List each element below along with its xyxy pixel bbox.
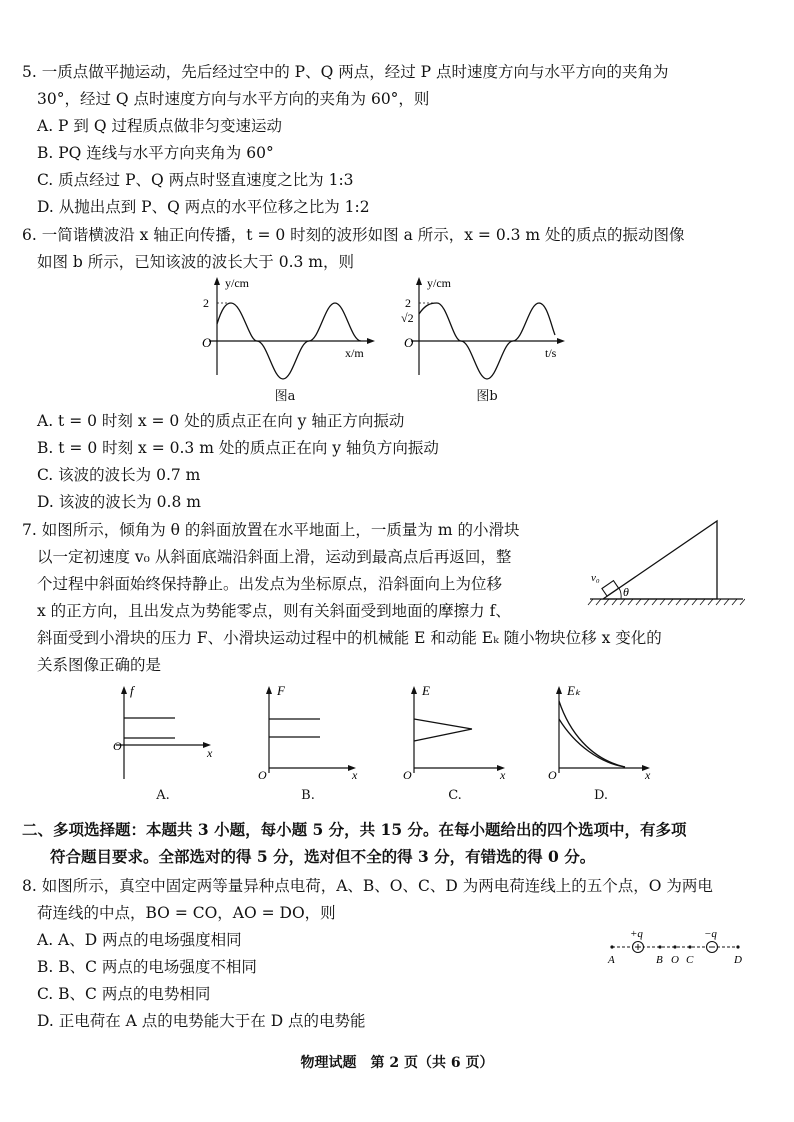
origin-label: O — [548, 768, 557, 782]
graph-b-F-x — [255, 683, 365, 783]
q7-stem-line5: 斜面受到小滑块的压力 F、小滑块运动过程中的机械能 E 和动能 Eₖ 随小物块位移 x 变化的 — [37, 629, 662, 647]
plus-q-label: +q — [630, 928, 643, 940]
vibration-figure-b — [397, 275, 572, 380]
q8-stem-line1: 8. 如图所示，真空中固定两等量异种点电荷，A、B、O、C、D 为两电荷连线上的五个点，O 为两电 — [22, 877, 713, 895]
y-axis-arrow-icon — [411, 686, 417, 694]
q8-option-c: C. B、C 两点的电势相同 — [37, 985, 211, 1003]
q6-option-c: C. 该波的波长为 0.7 m — [37, 466, 201, 484]
t-axis-arrow-icon — [557, 338, 565, 344]
point-d — [736, 945, 739, 948]
y-label: F — [277, 683, 285, 698]
t-label: t/s — [545, 346, 557, 360]
origin-label: O — [403, 768, 412, 782]
minus-q-label: −q — [704, 928, 717, 940]
x-label: x — [352, 768, 358, 782]
ground-hatch — [588, 599, 745, 605]
q6-option-b: B. t = 0 时刻 x = 0.3 m 处的质点正在向 y 轴负方向振动 — [37, 439, 439, 457]
section2-heading-line2: 符合题目要求。全部选对的得 5 分，选对但不全的得 3 分，有错选的得 0 分。 — [50, 847, 596, 866]
q5-stem-line1: 5. 一质点做平抛运动，先后经过空中的 P、Q 两点，经过 P 点时速度方向与水平方向的夹角为 — [22, 63, 669, 81]
page-footer: 物理试题 第 2 页（共 6 页） — [300, 1055, 494, 1071]
graph-c-caption: C. — [448, 788, 462, 803]
x-axis-arrow-icon — [367, 338, 375, 344]
q7-stem-line2: 以一定初速度 v₀ 从斜面底端沿斜面上滑，运动到最高点后再返回，整 — [37, 548, 512, 566]
graph-d-caption: D. — [593, 788, 609, 803]
point-a — [610, 945, 613, 948]
graph-c-E-x — [400, 683, 515, 783]
theta-label: θ — [623, 585, 629, 599]
negative-charge-icon — [707, 942, 718, 953]
fig-b-caption: 图b — [476, 389, 498, 404]
y-label: y/cm — [427, 276, 451, 290]
q7-stem-line3: 个过程中斜面始终保持静止。出发点为坐标原点，沿斜面向上为位移 — [37, 575, 503, 593]
x-label: x — [207, 746, 213, 760]
wave-figure-a — [195, 275, 385, 380]
q8-option-d: D. 正电荷在 A 点的电势能大于在 D 点的电势能 — [37, 1012, 366, 1030]
x-label: x/m — [345, 346, 364, 360]
q6-option-a: A. t = 0 时刻 x = 0 处的质点正在向 y 轴正方向振动 — [37, 412, 405, 430]
lower-line — [414, 729, 472, 741]
point-o — [673, 945, 676, 948]
q5-option-a: A. P 到 Q 过程质点做非匀变速运动 — [37, 117, 282, 135]
q6-stem-line2: 如图 b 所示，已知该波的波长大于 0.3 m，则 — [37, 253, 354, 271]
q6-option-d: D. 该波的波长为 0.8 m — [37, 493, 201, 511]
v0-label: v₀ — [591, 572, 600, 584]
section2-heading-line1: 二、多项选择题：本题共 3 小题，每小题 5 分，共 15 分。在每小题给出的四个选项中，有多项 — [22, 820, 687, 839]
charges-figure — [600, 925, 750, 970]
y-label: Eₖ — [567, 683, 581, 698]
q7-stem-line1: 7. 如图所示，倾角为 θ 的斜面放置在水平地面上，一质量为 m 的小滑块 — [22, 521, 520, 539]
q5-option-c: C. 质点经过 P、Q 两点时竖直速度之比为 1:3 — [37, 171, 354, 189]
fig-a-caption: 图a — [274, 389, 296, 404]
label-b: B — [656, 954, 663, 966]
label-a: A — [608, 954, 615, 966]
tick-2: 2 — [405, 296, 411, 310]
point-b — [658, 945, 661, 948]
q8-stem-line2: 荷连线的中点，BO = CO，AO = DO，则 — [37, 904, 336, 922]
q5-option-d: D. 从抛出点到 P、Q 两点的水平位移之比为 1:2 — [37, 198, 370, 216]
graph-a-f-x — [110, 683, 220, 783]
y-label: E — [422, 683, 430, 698]
point-c — [688, 945, 691, 948]
y-axis-arrow-icon — [416, 277, 422, 285]
positive-charge-icon — [633, 942, 644, 953]
q7-stem-line6: 关系图像正确的是 — [37, 656, 162, 674]
graph-a-caption: A. — [156, 788, 170, 803]
origin-label: O — [113, 739, 122, 753]
y-axis-arrow-icon — [121, 686, 127, 694]
incline-figure — [585, 515, 745, 610]
tick-2: 2 — [203, 296, 209, 310]
label-d: D — [734, 954, 742, 966]
y-axis-arrow-icon — [556, 686, 562, 694]
q8-option-a: A. A、D 两点的电场强度相同 — [37, 931, 242, 949]
origin-label: O — [258, 768, 267, 782]
q8-option-b: B. B、C 两点的电场强度不相同 — [37, 958, 257, 976]
upper-line — [414, 719, 472, 729]
lower-curve — [559, 719, 625, 767]
q5-stem-line2: 30°，经过 Q 点时速度方向与水平方向的夹角为 60°，则 — [37, 90, 430, 108]
y-label: f — [130, 683, 134, 698]
graph-d-Ek-x — [545, 683, 660, 783]
q5-option-b: B. PQ 连线与水平方向夹角为 60° — [37, 144, 274, 162]
y-axis-arrow-icon — [266, 686, 272, 694]
y-label: y/cm — [225, 276, 249, 290]
q7-stem-line4: x 的正方向，且出发点为势能零点，则有关斜面受到地面的摩擦力 f、 — [37, 602, 511, 620]
y-axis-arrow-icon — [214, 277, 220, 285]
upper-curve — [559, 701, 625, 767]
label-o: O — [671, 954, 679, 966]
origin-label: O — [404, 335, 414, 350]
origin-label: O — [202, 335, 212, 350]
q6-stem-line1: 6. 一简谐横波沿 x 轴正向传播，t = 0 时刻的波形如图 a 所示，x = 0.3 m 处的质点的振动图像 — [22, 226, 685, 244]
graph-b-caption: B. — [301, 788, 315, 803]
incline-triangle — [603, 521, 717, 599]
tick-sqrt2: √2 — [401, 311, 414, 325]
angle-arc — [619, 588, 621, 599]
x-label: x — [500, 768, 506, 782]
slider-block — [602, 581, 619, 596]
label-c: C — [686, 954, 694, 966]
x-label: x — [645, 768, 651, 782]
